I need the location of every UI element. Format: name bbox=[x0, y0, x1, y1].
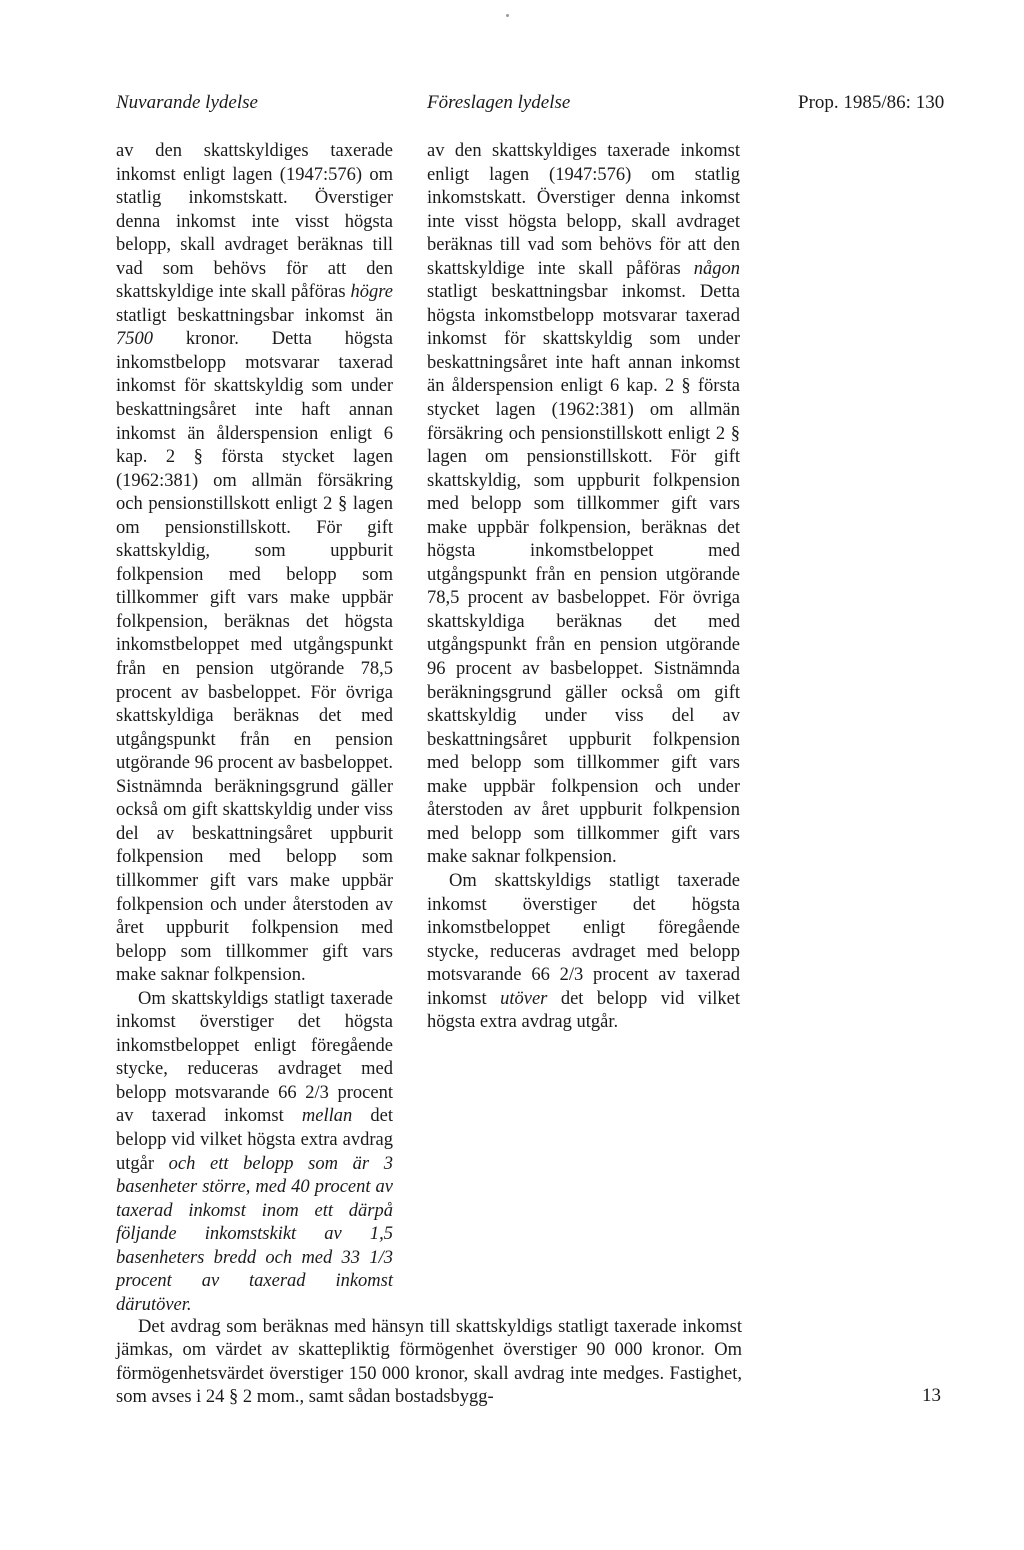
page-number: 13 bbox=[922, 1385, 941, 1406]
right-paragraph-2: Om skattskyldigs statligt taxerade inkomst överstiger det högsta inkomstbeloppet enligt föregående stycke, reduceras avdraget med belopp motsvarande 66 2/3 procent av taxerad inkomst utöver det belopp vid vilket högsta extra avdrag utgår. bbox=[427, 870, 740, 1033]
right-paragraph-1: av den skattskyldiges taxerade inkomst enligt lagen (1947:576) om statlig inkomstskatt. Överstiger denna inkomst inte visst högsta belopp, skall avdraget beräknas till vad som behövs för att den skattskyldige inte skall påföras någon statligt beskattningsbar inkomst. Detta högsta inkomstbelopp motsvarar taxerad inkomst för skattskyldig som under beskattningsåret inte haft annan inkomst än ålderspension enligt 6 kap. 2 § första stycket lagen (1962:381) om allmän försäkring och pensionstillskott enligt 2 § lagen om pensionstillskott. För gift skattskyldig, som uppburit folkpension med belopp som tillkommer gift vars make uppbär folkpension, beräknas det högsta inkomstbeloppet med utgångspunkt från en pension utgörande 78,5 procent av basbeloppet. För övriga skattskyldiga beräknas det med utgångspunkt från en pension utgörande 96 procent av basbeloppet. Sistnämnda beräkningsgrund gäller också om gift skattskyldig under viss del av beskattningsåret uppburit folkpension med belopp som tillkommer gift vars make uppbär folkpension och under återstoden av året uppburit folkpension med belopp som tillkommer gift vars make saknar folkpension. bbox=[427, 141, 740, 868]
header-prop-reference: Prop. 1985/86: 130 bbox=[798, 92, 945, 113]
right-column-proposed-text bbox=[427, 140, 740, 1035]
left-column-current-text bbox=[116, 140, 393, 1317]
left-paragraph-2: Om skattskyldigs statligt taxerade inkomst överstiger det högsta inkomstbeloppet enligt föregående stycke, reduceras avdraget med belopp motsvarande 66 2/3 procent av taxerad inkomst mellan det belopp vid vilket högsta extra avdrag utgår och ett belopp som är 3 basenheter större, med 40 procent av taxerad inkomst inom ett därpå följande inkomstskikt av 1,5 basenheters bredd och med 33 1/3 procent av taxerad inkomst därutöver. bbox=[116, 988, 394, 1315]
bottom-paragraph: Det avdrag som beräknas med hänsyn till skattskyldigs statligt taxerade inkomst jämkas, om värdet av skattepliktig förmögenhet överstiger 90 000 kronor. Om förmögenhetsvärdet överstiger 150 000 kronor, skall avdrag inte medges. Fastighet, som avses i 24 § 2 mom., samt sådan bostadsbygg- bbox=[116, 1317, 742, 1407]
scan-speck bbox=[506, 14, 509, 17]
header-proposed-wording: Föreslagen lydelse bbox=[427, 92, 571, 113]
left-paragraph-1: av den skattskyldiges taxerade inkomst enligt lagen (1947:576) om statlig inkomstskatt. Överstiger denna inkomst inte visst högsta belopp, skall avdraget beräknas till vad som behövs för att den skattskyldige inte skall påföras högre statligt beskattningsbar inkomst än 7500 kronor. Detta högsta inkomstbelopp motsvarar taxerad inkomst för skattskyldig som under beskattningsåret inte haft annan inkomst än ålderspension enligt 6 kap. 2 § första stycket lagen (1962:381) om allmän försäkring och pensionstillskott enligt 2 § lagen om pensionstillskott. För gift skattskyldig, som uppburit folkpension med belopp som tillkommer gift vars make uppbär folkpension, beräknas det högsta inkomstbeloppet med utgångspunkt från en pension utgörande 78,5 procent av basbeloppet. För övriga skattskyldiga beräknas det med utgångspunkt från en pension utgörande 96 procent av basbeloppet. Sistnämnda beräkningsgrund gäller också om gift skattskyldig under viss del av beskattningsåret uppburit folkpension med belopp som tillkommer gift vars make uppbär folkpension och under återstoden av året uppburit folkpension med belopp som tillkommer gift vars make saknar folkpension. bbox=[116, 141, 393, 986]
header-current-wording: Nuvarande lydelse bbox=[116, 92, 258, 113]
